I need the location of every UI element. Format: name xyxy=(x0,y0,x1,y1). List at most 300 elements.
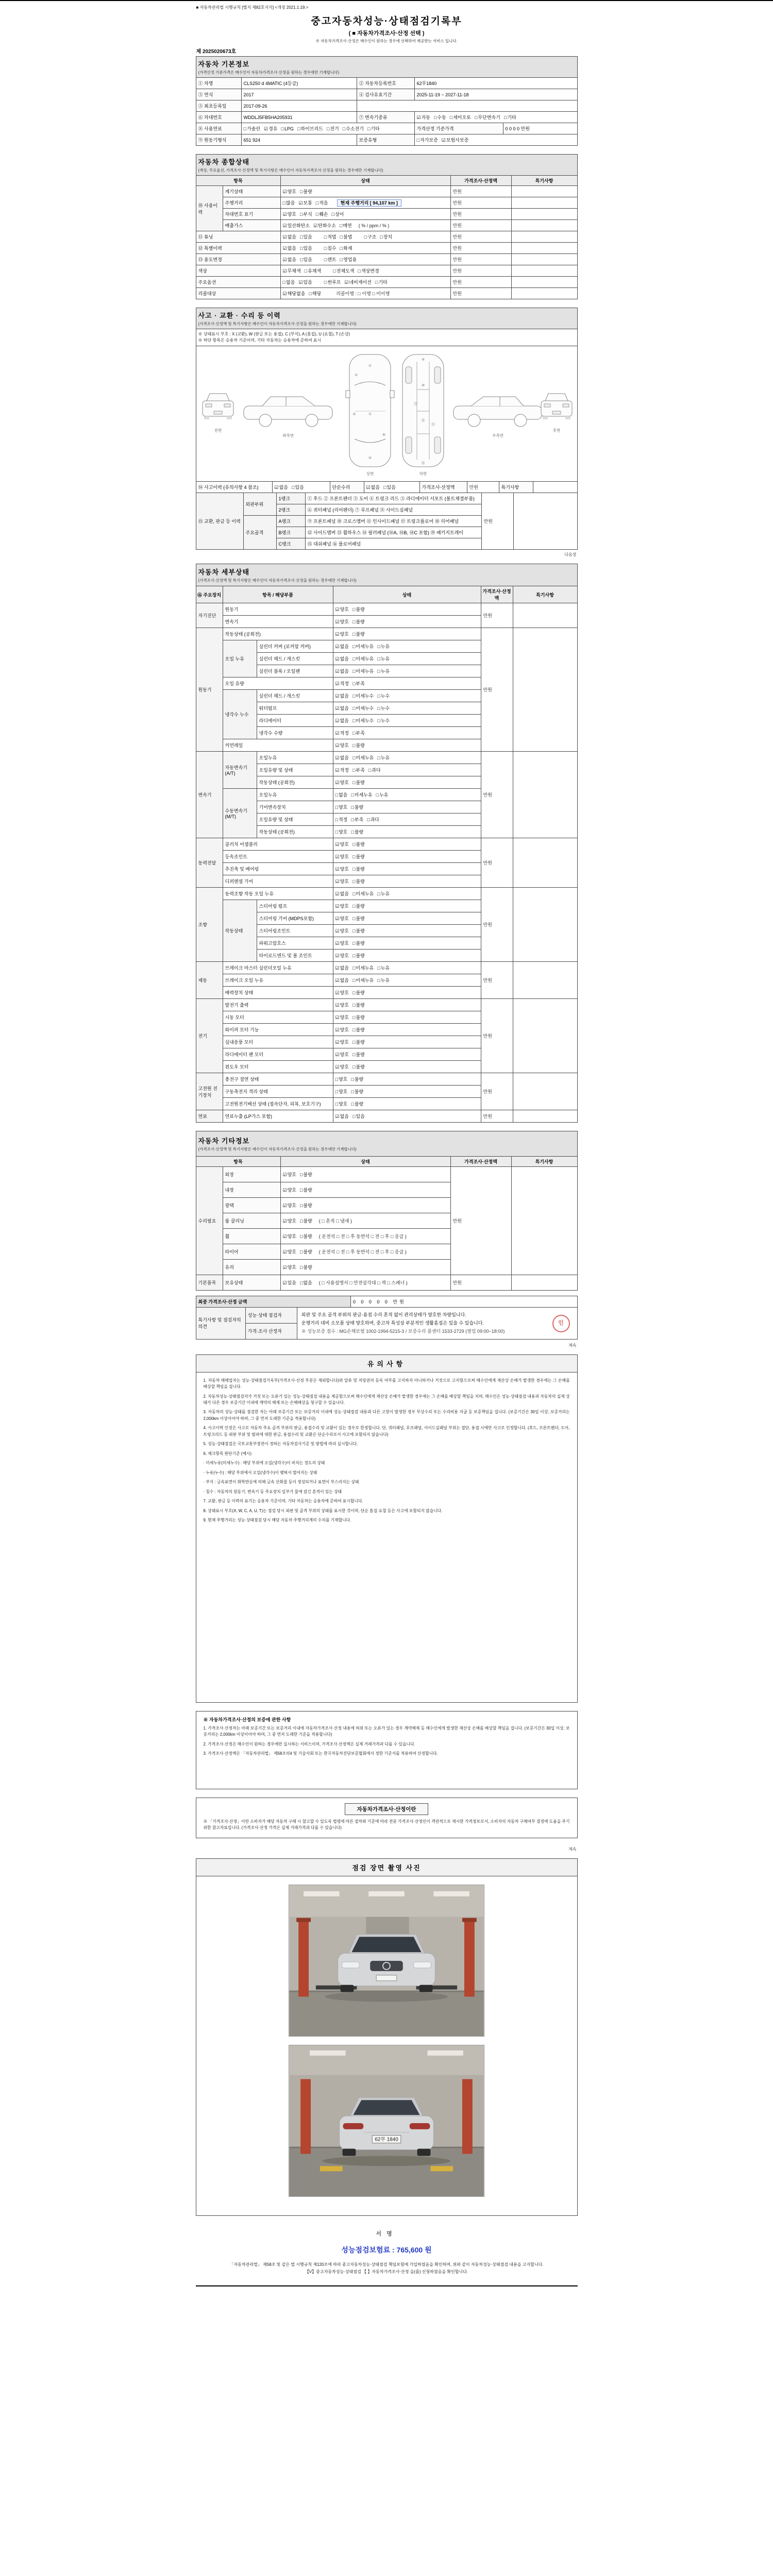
row-state xyxy=(280,1213,450,1229)
checkbox-option-unchecked[interactable]: □있음 xyxy=(383,485,396,490)
checkbox-option-unchecked[interactable]: □LPG xyxy=(281,126,294,131)
checkbox-option-checked[interactable]: ☑양호 xyxy=(282,1249,296,1255)
column-header-row xyxy=(196,176,577,186)
checkbox-option-unchecked[interactable]: □미세누수 xyxy=(352,706,374,711)
row-item: 파워고압호스 xyxy=(257,937,333,950)
checkbox-option-unchecked[interactable]: □있음 xyxy=(299,246,312,251)
unchecked-checkbox-icon: □ xyxy=(304,268,308,274)
unchecked-checkbox-icon: □ xyxy=(351,1077,354,1082)
option-group xyxy=(283,291,325,296)
unchecked-checkbox-icon: □ xyxy=(352,743,356,748)
checkbox-option-checked[interactable]: ☑양호 xyxy=(335,941,349,946)
right-side-view xyxy=(453,397,542,427)
list-item: 7. 교환, 판금 등 이력의 표기는 승용차 기준이며, 기타 자동차는 승용차에 준하여 표시합니다. xyxy=(203,1499,363,1504)
checkbox-option-unchecked[interactable]: □렌트 xyxy=(324,257,337,262)
checkbox-option-unchecked[interactable]: □양호 xyxy=(335,829,348,835)
checkbox-option-checked[interactable]: ☑양호 xyxy=(335,743,349,748)
unchecked-checkbox-icon: □ xyxy=(375,280,378,285)
checkbox-option-checked[interactable]: ☑양호 xyxy=(282,1203,296,1208)
checkbox-option-checked[interactable]: ☑없음 xyxy=(335,718,349,723)
row-state xyxy=(333,863,481,875)
checkbox-option-checked[interactable]: ☑양호 xyxy=(335,928,349,934)
checkbox-option-unchecked[interactable]: □불량 xyxy=(299,1172,312,1177)
checkbox-option-unchecked[interactable]: □누수 xyxy=(377,693,390,699)
page-subtitle: ( ■ 자동차가격조사·산정 선택 ) xyxy=(348,30,425,37)
checked-checkbox-icon: ☑ xyxy=(282,1203,287,1208)
checkbox-option-checked[interactable]: ☑양호 xyxy=(335,1015,349,1020)
checkbox-option-checked[interactable]: ☑보험사보증 xyxy=(441,138,469,143)
row-label: 주요옵션 xyxy=(196,277,280,288)
checkbox-option-unchecked[interactable]: □누유 xyxy=(377,669,390,674)
checked-checkbox-icon: ☑ xyxy=(335,1052,340,1057)
checkbox-option-unchecked[interactable]: □불량 xyxy=(299,1218,312,1224)
unchecked-checkbox-icon: □ xyxy=(377,965,380,971)
checkbox-option-checked[interactable]: ☑적정 xyxy=(335,731,349,736)
unchecked-checkbox-icon: □ xyxy=(299,1280,303,1285)
checkbox-option-unchecked[interactable]: □미세누수 xyxy=(352,718,374,723)
row-extra-text: ( □ 사용설명서 □ 안전삼각대 □ 잭 □ 스패너 ) xyxy=(318,1280,408,1285)
group-remark xyxy=(513,1073,577,1110)
unchecked-checkbox-icon: □ xyxy=(352,1027,356,1032)
checkbox-option-unchecked[interactable]: □불량 xyxy=(352,990,365,995)
checkbox-option-unchecked[interactable]: □과다 xyxy=(368,768,381,773)
list-item: · 미세누유(미세누수) : 해당 부위에 오일(냉각수)이 비치는 정도의 상태 xyxy=(203,1461,325,1466)
unchecked-checkbox-icon: □ xyxy=(309,291,312,296)
checkbox-option-unchecked[interactable]: □없음 xyxy=(335,792,348,798)
checkbox-option-checked[interactable]: ☑양호 xyxy=(335,990,349,995)
checkbox-option-checked[interactable]: ☑없음 xyxy=(366,485,380,490)
checkbox-option-checked[interactable]: ☑해당없음 xyxy=(282,291,306,296)
guarantee-title: ※ 자동차가격조사·산정의 보증에 관한 사항 xyxy=(203,1717,291,1722)
checkbox-option-unchecked[interactable]: □불량 xyxy=(299,1188,312,1193)
unchecked-checkbox-icon: □ xyxy=(351,829,354,835)
checkbox-option-checked[interactable]: ☑양호 xyxy=(335,1052,349,1057)
row-item: 실린더 헤드 / 개스킷 xyxy=(257,653,333,665)
checkbox-option-checked[interactable]: ☑없음 xyxy=(335,1114,349,1119)
checkbox-option-unchecked[interactable]: □누유 xyxy=(376,792,389,798)
guarantee-body xyxy=(196,1711,577,1789)
device-group-label: 변속기 xyxy=(196,752,223,838)
unchecked-checkbox-icon: □ xyxy=(352,904,356,909)
checkbox-option-unchecked[interactable]: □누유 xyxy=(377,644,390,649)
checkbox-option-unchecked[interactable]: □불량 xyxy=(352,780,365,785)
section-note: (색상, 주요옵션, 가격조사·산정액 및 특기사항은 매수인이 자동차가격조사·산정을 원하는 경우에만 기재합니다) xyxy=(198,168,383,173)
unchecked-checkbox-icon: □ xyxy=(340,257,343,262)
checkbox-option-unchecked[interactable]: □불량 xyxy=(351,805,364,810)
section-title: 자동차 기본정보 xyxy=(198,60,250,68)
checkbox-option-unchecked[interactable]: □있음 xyxy=(299,234,312,240)
row-item: 시동 모터 xyxy=(223,1011,333,1024)
checkbox-option-unchecked[interactable]: □많음 xyxy=(282,200,295,206)
checkbox-option-unchecked[interactable]: □유채색 xyxy=(304,268,322,274)
checkbox-option-unchecked[interactable]: □불량 xyxy=(299,1234,312,1239)
checkbox-option-unchecked[interactable]: □미세누유 xyxy=(352,755,374,760)
about-title: 자동차가격조사·산정이란 xyxy=(345,1803,428,1815)
checked-checkbox-icon: ☑ xyxy=(335,1114,340,1119)
row-extra-text: ( 운전석 □ 전 □ 후 동반석 □ 전 □ 후 □ 응급 ) xyxy=(318,1234,407,1239)
checkbox-option-unchecked[interactable]: □해당 xyxy=(309,291,322,296)
checkbox-option-unchecked[interactable]: □누유 xyxy=(377,978,390,983)
checkbox-option-unchecked[interactable]: □누유 xyxy=(377,891,390,896)
row-state xyxy=(333,814,481,826)
checkbox-option-checked[interactable]: ☑양호 xyxy=(335,619,349,624)
checkbox-option-checked[interactable]: ☑양호 xyxy=(335,1003,349,1008)
checkbox-option-unchecked[interactable]: □불법 xyxy=(340,234,352,240)
checkbox-option-unchecked[interactable]: □부식 xyxy=(299,212,312,217)
checkbox-option-unchecked[interactable]: □불량 xyxy=(352,941,365,946)
svg-text:③: ③ xyxy=(352,413,356,416)
checkbox-option-unchecked[interactable]: □누수 xyxy=(377,718,390,723)
checkbox-option-unchecked[interactable]: □불량 xyxy=(299,189,312,194)
checkbox-option-unchecked[interactable]: □불량 xyxy=(299,1249,312,1255)
remark-value xyxy=(513,493,577,550)
checked-checkbox-icon: ☑ xyxy=(282,189,287,194)
checkbox-option-unchecked[interactable]: □훼손 xyxy=(315,212,328,217)
checkbox-option-unchecked[interactable]: □장치 xyxy=(380,234,393,240)
checkbox-option-unchecked[interactable]: □있음 xyxy=(352,1114,365,1119)
overall-row xyxy=(196,265,577,277)
checkbox-option-unchecked[interactable]: □불량 xyxy=(299,1265,312,1270)
simple-repair-options xyxy=(364,482,419,493)
checkbox-option-checked[interactable]: ☑없음 xyxy=(335,755,349,760)
checkbox-option-unchecked[interactable]: □불량 xyxy=(352,1064,365,1070)
checkbox-option-unchecked[interactable]: □불량 xyxy=(299,1203,312,1208)
opinion-title: 특기사항 및 점검자의 의견 xyxy=(196,1308,245,1340)
checkbox-option-unchecked[interactable]: □불량 xyxy=(352,1003,365,1008)
group-price: 만원 xyxy=(481,962,513,999)
checkbox-option-checked[interactable]: ☑없음 xyxy=(335,706,349,711)
rank-items: ⑮ 대쉬패널 ⑯ 플로어패널 xyxy=(305,538,481,550)
photos-body xyxy=(196,1876,577,2215)
group-remark xyxy=(513,962,577,999)
checkbox-option-unchecked[interactable]: □영업용 xyxy=(340,257,357,262)
checkbox-option-unchecked[interactable]: □적법 xyxy=(324,234,337,240)
checkbox-option-unchecked[interactable]: □가솔린 xyxy=(243,126,261,131)
checkbox-option-unchecked[interactable]: □무단변속기 xyxy=(475,115,500,120)
unchecked-checkbox-icon: □ xyxy=(352,681,356,686)
unchecked-checkbox-icon: □ xyxy=(351,817,354,822)
checkbox-option-checked[interactable]: ☑없음 xyxy=(335,965,349,971)
checkbox-option-unchecked[interactable]: □불량 xyxy=(352,854,365,859)
checkbox-option-checked[interactable]: ☑없음 xyxy=(335,656,349,662)
checkbox-option-checked[interactable]: ☑일산화탄소 xyxy=(282,223,310,228)
checkbox-option-unchecked[interactable]: □미세누유 xyxy=(352,965,374,971)
row-item: 실내송풍 모터 xyxy=(223,1036,333,1048)
checkbox-option-unchecked[interactable]: □불량 xyxy=(351,1101,364,1107)
checkbox-option-checked[interactable]: ☑양호 xyxy=(335,854,349,859)
section-note: (가격조사·산정액 및 특기사항은 매수인이 자동차가격조사·산정을 원하는 경우에만 기재합니다) xyxy=(198,1147,357,1151)
row-item: 오일 유량 xyxy=(223,677,333,690)
checkbox-option-unchecked[interactable]: □없음 xyxy=(282,280,295,285)
signature-statement-2: 【V】중고자동차성능·상태점검 【 】자동차가격조사·산정 을(를) 신청하였음을 확인합니다. xyxy=(305,2269,468,2274)
unchecked-checkbox-icon: □ xyxy=(335,1089,338,1094)
checked-checkbox-icon: ☑ xyxy=(335,632,340,637)
checkbox-option-checked[interactable]: ☑양호 xyxy=(282,1218,296,1224)
unchecked-checkbox-icon: □ xyxy=(383,485,386,490)
base-price-label: 가격산정 기준가격 xyxy=(414,123,503,134)
checkbox-option-unchecked[interactable]: □전기 xyxy=(326,126,339,131)
unchecked-checkbox-icon: □ xyxy=(377,978,380,983)
checkbox-option-checked[interactable]: ☑양호 xyxy=(335,953,349,958)
checkbox-option-checked[interactable]: ☑양호 xyxy=(335,904,349,909)
accident-history-label: ⑭ 사고이력 (유의사항 4 참조) xyxy=(196,482,272,493)
checkbox-option-checked[interactable]: ☑적정 xyxy=(335,681,349,686)
checkbox-option-unchecked[interactable]: □썬루프 xyxy=(324,280,341,285)
checked-checkbox-icon: ☑ xyxy=(298,280,303,285)
row-state xyxy=(333,764,481,776)
row-state xyxy=(333,900,481,912)
inspection-photo-front xyxy=(289,1885,484,2037)
unchecked-checkbox-icon: □ xyxy=(315,212,319,217)
checkbox-option-checked[interactable]: ☑양호 xyxy=(335,780,349,785)
unchecked-checkbox-icon: □ xyxy=(352,928,356,934)
checkbox-option-checked[interactable]: ☑적정 xyxy=(335,768,349,773)
checkbox-option-unchecked[interactable]: □누유 xyxy=(377,965,390,971)
checkbox-option-unchecked[interactable]: □부족 xyxy=(352,681,365,686)
detail-condition-table xyxy=(196,564,578,1123)
row-label: 배출가스 xyxy=(223,220,280,231)
checked-checkbox-icon: ☑ xyxy=(282,257,287,262)
checked-checkbox-icon: ☑ xyxy=(282,1188,287,1193)
checkbox-option-unchecked[interactable]: □침수 xyxy=(324,246,337,251)
detail-row xyxy=(196,838,577,851)
option-group xyxy=(324,246,356,251)
row-item: 라디에이터 팬 모터 xyxy=(223,1048,333,1061)
unchecked-checkbox-icon: □ xyxy=(352,755,356,760)
device-group-label: 원동기 xyxy=(196,628,223,752)
basic-info-table xyxy=(196,56,578,146)
group-remark xyxy=(513,888,577,962)
checkbox-option-unchecked[interactable]: □기타 xyxy=(367,126,380,131)
checkbox-option-unchecked[interactable]: □불량 xyxy=(352,1040,365,1045)
checkbox-option-checked[interactable]: ☑양호 xyxy=(335,916,349,921)
checkbox-option-checked[interactable]: ☑양호 xyxy=(335,1027,349,1032)
top-view xyxy=(346,354,394,467)
checkbox-option-checked[interactable]: ☑네비게이션 xyxy=(344,280,372,285)
checkbox-option-unchecked[interactable]: □양호 xyxy=(335,1089,348,1094)
row-extra-text: 리콜이행 : □ 이행 □ 미이행 xyxy=(336,291,390,296)
checked-checkbox-icon: ☑ xyxy=(335,743,340,748)
checkbox-option-unchecked[interactable]: □전체도색 xyxy=(333,268,355,274)
checkbox-option-unchecked[interactable]: □불량 xyxy=(352,904,365,909)
checkbox-option-unchecked[interactable]: □화재 xyxy=(340,246,352,251)
row-item: 보유상태 xyxy=(223,1275,280,1291)
unchecked-checkbox-icon: □ xyxy=(352,669,356,674)
checkbox-option-unchecked[interactable]: □미세누유 xyxy=(352,669,374,674)
device-group-label: 동력전달 xyxy=(196,838,223,888)
checkbox-option-unchecked[interactable]: □불량 xyxy=(352,1015,365,1020)
row-state xyxy=(280,1244,450,1260)
checkbox-option-checked[interactable]: ☑양호 xyxy=(335,607,349,612)
checkbox-option-unchecked[interactable]: □세미오토 xyxy=(449,115,472,120)
checkbox-option-checked[interactable]: ☑탄화수소 xyxy=(313,223,336,228)
list-item: · 부식 : 금속표면이 화학반응에 의해 금속 산화물 등이 생성되거나 표면이 부스러지는 상태 xyxy=(203,1480,359,1485)
car-damage-diagram-cell xyxy=(196,346,577,482)
row-label: 주행거리 xyxy=(223,197,280,209)
checkbox-option-checked[interactable]: ☑경유 xyxy=(264,126,278,131)
unchecked-checkbox-icon: □ xyxy=(299,189,303,194)
checkbox-option-checked[interactable]: ☑없음 xyxy=(282,257,296,262)
unchecked-checkbox-icon: □ xyxy=(351,792,354,798)
group-price: 만원 xyxy=(481,628,513,752)
checkbox-option-unchecked[interactable]: □미세누수 xyxy=(352,693,374,699)
checkbox-option-checked[interactable]: ☑양호 xyxy=(282,1234,296,1239)
checkbox-option-unchecked[interactable]: □불량 xyxy=(352,879,365,884)
unchecked-checkbox-icon: □ xyxy=(335,1077,338,1082)
checkbox-option-checked[interactable]: ☑양호 xyxy=(335,632,349,637)
section-note: (가격조사·산정액 및 특기사항은 매수인이 자동차가격조사·산정을 원하는 경우에만 기재합니다) xyxy=(198,321,357,326)
checkbox-option-checked[interactable]: ☑무채색 xyxy=(282,268,301,274)
option-group xyxy=(283,234,316,240)
checkbox-option-unchecked[interactable]: □불량 xyxy=(351,829,364,835)
checkbox-option-unchecked[interactable]: □불량 xyxy=(352,842,365,847)
checkbox-option-unchecked[interactable]: □없음 xyxy=(299,1280,312,1285)
checkbox-option-unchecked[interactable]: □불량 xyxy=(352,1027,365,1032)
checkbox-option-unchecked[interactable]: □불량 xyxy=(351,1077,364,1082)
group-price: 만원 xyxy=(481,888,513,962)
checkbox-option-unchecked[interactable]: □있음 xyxy=(291,485,304,490)
checkbox-option-unchecked[interactable]: □구조 xyxy=(364,234,377,240)
checkbox-option-checked[interactable]: ☑없음 xyxy=(282,246,296,251)
checkbox-option-unchecked[interactable]: □양호 xyxy=(335,1077,348,1082)
section-basic-info xyxy=(196,56,578,146)
checkbox-option-unchecked[interactable]: □미세누유 xyxy=(352,656,374,662)
checkbox-option-unchecked[interactable]: □기타 xyxy=(503,115,516,120)
checkbox-option-checked[interactable]: ☑있음 xyxy=(282,1280,296,1285)
overall-row xyxy=(196,243,577,254)
row-item: 추진축 및 베어링 xyxy=(223,863,333,875)
checkbox-option-checked[interactable]: ☑없음 xyxy=(335,644,349,649)
checked-checkbox-icon: ☑ xyxy=(335,842,340,847)
checkbox-option-checked[interactable]: ☑양호 xyxy=(282,212,296,217)
checkbox-option-checked[interactable]: ☑양호 xyxy=(282,1188,296,1193)
checkbox-option-checked[interactable]: ☑있음 xyxy=(298,280,312,285)
checked-checkbox-icon: ☑ xyxy=(313,223,318,228)
checked-checkbox-icon: ☑ xyxy=(344,280,349,285)
document-header xyxy=(196,13,578,44)
checked-checkbox-icon: ☑ xyxy=(335,1027,340,1032)
checkbox-option-checked[interactable]: ☑없음 xyxy=(335,978,349,983)
checkbox-option-unchecked[interactable]: □불량 xyxy=(352,867,365,872)
group-price: 만원 xyxy=(481,1110,513,1123)
checkbox-option-unchecked[interactable]: □있음 xyxy=(299,257,312,262)
checkbox-option-unchecked[interactable]: □부족 xyxy=(351,817,364,822)
checkbox-option-unchecked[interactable]: □부족 xyxy=(352,731,365,736)
checkbox-option-checked[interactable]: ☑없음 xyxy=(335,669,349,674)
checkbox-option-unchecked[interactable]: □불량 xyxy=(351,1089,364,1094)
rank-items: ⑫ 사이드멤버 ⑬ 휠하우스 ⑭ 필러패널 (⑭A, ⑭B, ⑭C 포함) ⑲ 패키지트레이 xyxy=(305,527,481,538)
row-label: ⑪ 튜닝 xyxy=(196,231,280,243)
checked-checkbox-icon: ☑ xyxy=(416,115,421,120)
unchecked-checkbox-icon: □ xyxy=(340,234,343,240)
checkbox-option-unchecked[interactable]: □불량 xyxy=(352,928,365,934)
row-state xyxy=(280,1167,450,1182)
row-state xyxy=(333,875,481,888)
row-state xyxy=(333,838,481,851)
checkbox-option-checked[interactable]: ☑없음 xyxy=(274,485,288,490)
checkbox-option-unchecked[interactable]: □하이브리드 xyxy=(297,126,323,131)
exchange-history-table xyxy=(196,493,578,550)
row-state xyxy=(280,265,450,277)
checkbox-option-unchecked[interactable]: □불량 xyxy=(352,619,365,624)
checkbox-option-checked[interactable]: ☑없음 xyxy=(335,891,349,896)
checkbox-option-unchecked[interactable]: □기타 xyxy=(375,280,388,285)
checkbox-option-unchecked[interactable]: □부족 xyxy=(352,768,365,773)
checkbox-option-unchecked[interactable]: □불량 xyxy=(352,953,365,958)
current-mileage-box: 현재 주행거리 [ 94,107 km ] xyxy=(337,199,401,207)
checkbox-option-unchecked[interactable]: □불량 xyxy=(352,916,365,921)
checkbox-option-checked[interactable]: ☑양호 xyxy=(282,1172,296,1177)
checkbox-option-checked[interactable]: ☑양호 xyxy=(335,1040,349,1045)
checkbox-option-unchecked[interactable]: □누유 xyxy=(377,656,390,662)
checkbox-option-unchecked[interactable]: □미세누유 xyxy=(351,792,373,798)
checkbox-option-checked[interactable]: ☑양호 xyxy=(335,879,349,884)
checkbox-option-unchecked[interactable]: □적정 xyxy=(335,817,348,822)
checkbox-option-unchecked[interactable]: □매연 xyxy=(339,223,352,228)
checkbox-option-unchecked[interactable]: □불량 xyxy=(352,1052,365,1057)
checkbox-option-unchecked[interactable]: □색상변경 xyxy=(358,268,379,274)
checkbox-option-unchecked[interactable]: □수동 xyxy=(433,115,446,120)
checkbox-option-checked[interactable]: ☑양호 xyxy=(282,1265,296,1270)
checkbox-option-unchecked[interactable]: □적음 xyxy=(315,200,328,206)
checkbox-option-checked[interactable]: ☑양호 xyxy=(335,867,349,872)
checkbox-option-unchecked[interactable]: □양호 xyxy=(335,805,348,810)
checkbox-option-unchecked[interactable]: □미세누유 xyxy=(352,891,374,896)
guarantee-items xyxy=(204,1725,570,1757)
svg-text:⑯: ⑯ xyxy=(421,419,425,422)
checked-checkbox-icon: ☑ xyxy=(282,1234,287,1239)
row-item: 원동기 xyxy=(223,603,333,616)
checkbox-option-unchecked[interactable]: □누수 xyxy=(377,706,390,711)
row-item: 클러치 어셈블리 xyxy=(223,838,333,851)
page-title: 중고자동차성능·상태점검기록부 xyxy=(311,16,462,27)
row-item: 라디에이터 xyxy=(257,715,333,727)
row-state xyxy=(333,851,481,863)
checkbox-option-unchecked[interactable]: □미세누유 xyxy=(352,644,374,649)
svg-text:⑦: ⑦ xyxy=(368,413,372,416)
section-about-pricing xyxy=(196,1798,578,1839)
checkbox-option-checked[interactable]: ☑양호 xyxy=(335,1064,349,1070)
notices-body xyxy=(196,1372,577,1702)
unchecked-checkbox-icon: □ xyxy=(377,656,380,662)
page-marker-cont-1: 계속 xyxy=(568,1343,577,1348)
checkbox-option-checked[interactable]: ☑없음 xyxy=(335,693,349,699)
checked-checkbox-icon: ☑ xyxy=(335,854,340,859)
checkbox-option-unchecked[interactable]: □불량 xyxy=(352,632,365,637)
detail-row xyxy=(196,999,577,1011)
checkbox-option-checked[interactable]: ☑자동 xyxy=(416,115,430,120)
row-remark xyxy=(511,288,577,299)
checkbox-option-checked[interactable]: ☑보통 xyxy=(298,200,312,206)
checkbox-option-unchecked[interactable]: □수소전기 xyxy=(342,126,364,131)
checkbox-option-unchecked[interactable]: □불량 xyxy=(352,607,365,612)
checkbox-option-checked[interactable]: ☑양호 xyxy=(282,189,296,194)
checkbox-option-checked[interactable]: ☑없음 xyxy=(282,234,296,240)
overall-row xyxy=(196,231,577,243)
accident-history-options xyxy=(272,482,330,493)
checkbox-option-unchecked[interactable]: □양호 xyxy=(335,1101,348,1107)
checkbox-option-unchecked[interactable]: □미세누유 xyxy=(352,978,374,983)
form-regulation-note: ■ 자동차관리법 시행규칙 [별지 제82호서식] <개정 2021.1.19.> xyxy=(196,5,309,10)
checkbox-option-checked[interactable]: ☑양호 xyxy=(335,842,349,847)
checked-checkbox-icon: ☑ xyxy=(335,990,340,995)
checkbox-option-unchecked[interactable]: □누유 xyxy=(377,755,390,760)
option-group xyxy=(333,268,382,274)
checkbox-option-unchecked[interactable]: □상이 xyxy=(331,212,344,217)
checkbox-option-unchecked[interactable]: □불량 xyxy=(352,743,365,748)
checkbox-option-unchecked[interactable]: □과다 xyxy=(367,817,379,822)
checkbox-option-unchecked[interactable]: □자가보증 xyxy=(416,138,438,143)
